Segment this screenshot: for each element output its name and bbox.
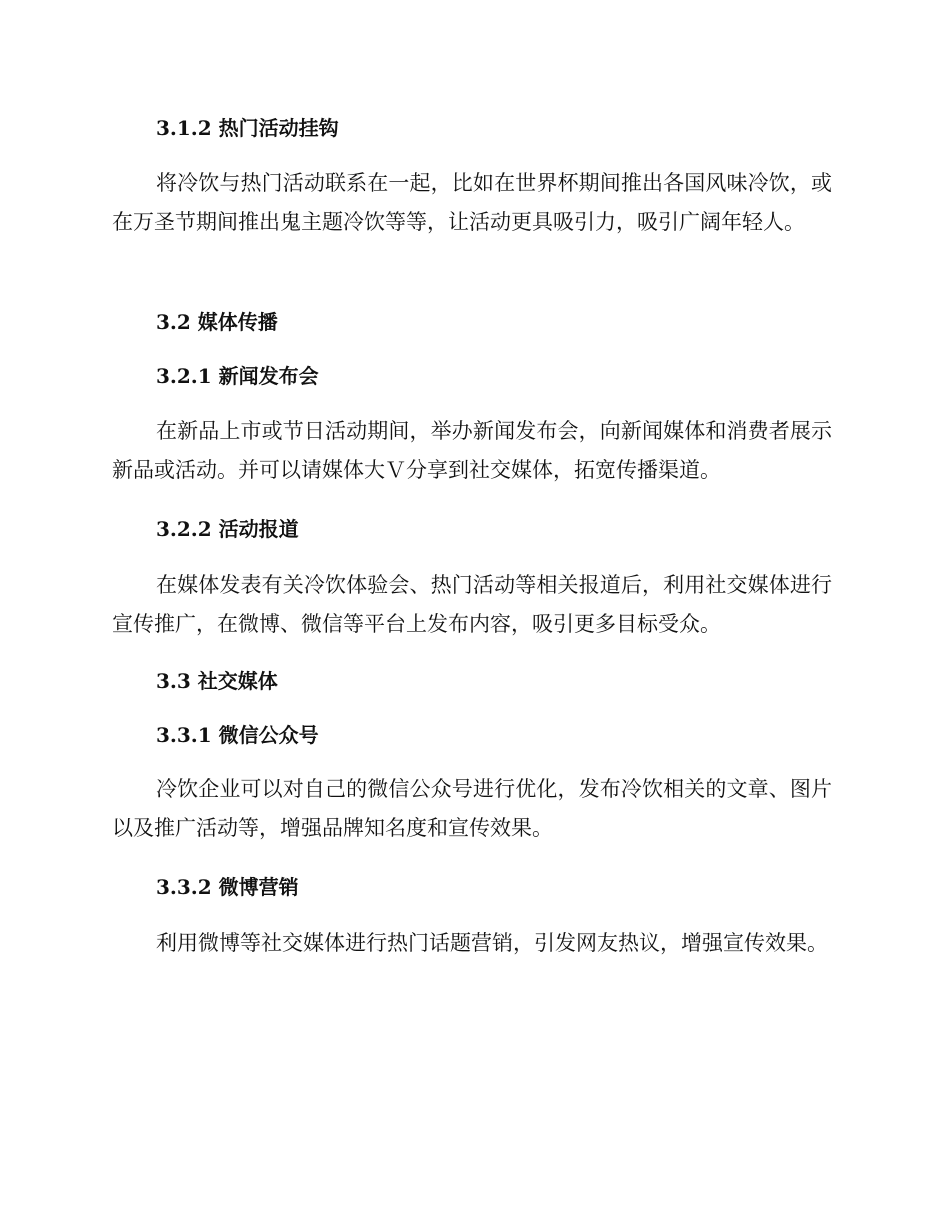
heading-3-3: 3.3 社交媒体 xyxy=(156,669,278,693)
heading-3-3-1: 3.3.1 微信公众号 xyxy=(156,723,319,747)
paragraph-3-3-1: 冷饮企业可以对自己的微信公众号进行优化，发布冷饮相关的文章、图片以及推广活动等，增强品牌知名度和宣传效果。 xyxy=(112,777,832,840)
paragraph-3-2-1: 在新品上市或节日活动期间，举办新闻发布会，向新闻媒体和消费者展示新品或活动。并可以请媒体大Ｖ分享到社交媒体，拓宽传播渠道。 xyxy=(112,419,832,482)
paragraph-3-2-2: 在媒体发表有关冷饮体验会、热门活动等相关报道后，利用社交媒体进行宣传推广，在微博、微信等平台上发布内容，吸引更多目标受众。 xyxy=(112,573,832,636)
paragraph-3-3-2: 利用微博等社交媒体进行热门话题营销，引发网友热议，增强宣传效果。 xyxy=(156,931,828,955)
heading-3-2: 3.2 媒体传播 xyxy=(156,310,278,334)
heading-3-3-2: 3.3.2 微博营销 xyxy=(156,875,299,899)
heading-3-2-1: 3.2.1 新闻发布会 xyxy=(156,364,319,388)
paragraph-3-1-2: 将冷饮与热门活动联系在一起，比如在世界杯期间推出各国风味冷饮，或在万圣节期间推出鬼主题冷饮等等，让活动更具吸引力，吸引广阔年轻人。 xyxy=(112,171,832,234)
heading-3-2-2: 3.2.2 活动报道 xyxy=(156,517,299,541)
heading-3-1-2: 3.1.2 热门活动挂钩 xyxy=(156,116,339,140)
